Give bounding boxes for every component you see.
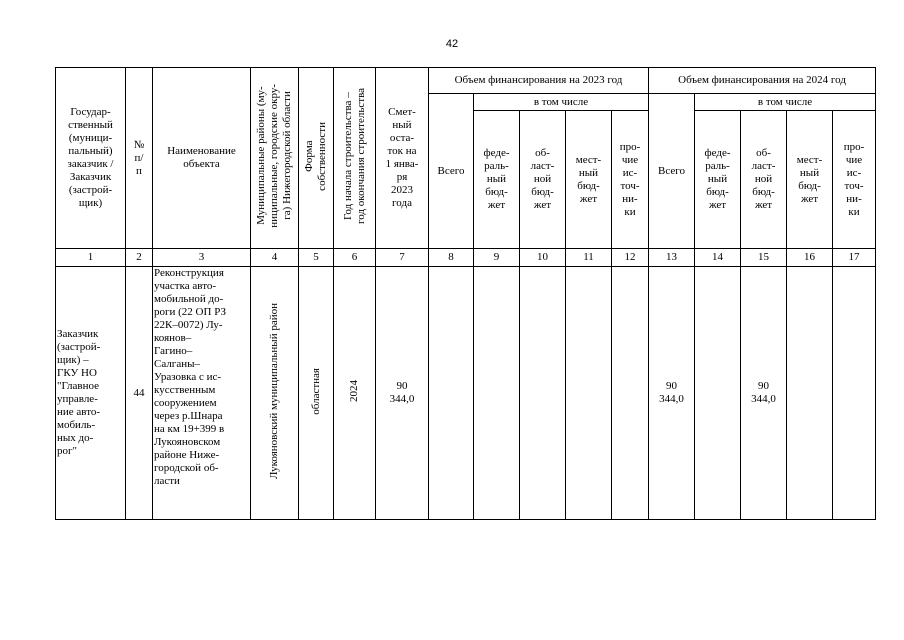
row-regional-2024: 90 344,0 [741, 267, 787, 520]
row-district: Лукояновский муниципальный район [251, 267, 299, 520]
column-number: 6 [334, 249, 376, 267]
row-federal-2024 [695, 267, 741, 520]
row-customer: Заказчик (застрой- щик) – ГКУ НО "Главное управле- ние авто- мобиль- ных до- рог" [56, 267, 126, 520]
header-funding-2023: Объем финансирования на 2023 год [429, 68, 649, 94]
header-local-2023: мест- ный бюд- жет [566, 111, 612, 249]
row-local-2024 [787, 267, 833, 520]
column-number: 1 [56, 249, 126, 267]
header-districts: Муниципальные районы (му- ниципальные, городские окру- га) Нижегородской области [251, 68, 299, 249]
row-ownership: областная [299, 267, 334, 520]
column-number: 5 [299, 249, 334, 267]
header-years: Год начала строительства – год окончания строительства [334, 68, 376, 249]
row-regional-2023 [520, 267, 566, 520]
column-number: 9 [474, 249, 520, 267]
column-number: 2 [126, 249, 153, 267]
page-number: 42 [445, 38, 459, 50]
header-customer: Государ- ственный (муници- пальный) заказчик / Заказчик (застрой- щик) [56, 68, 126, 249]
column-number: 12 [612, 249, 649, 267]
header-number: № п/ п [126, 68, 153, 249]
row-total-2024: 90 344,0 [649, 267, 695, 520]
header-other-2023: про- чие ис- точ- ни- ки [612, 111, 649, 249]
row-other-2023 [612, 267, 649, 520]
header-including-2023: в том числе [474, 94, 649, 111]
column-number: 8 [429, 249, 474, 267]
row-object-name: Реконструкция участка авто- мобильной до- роги (22 ОП РЗ 22К–0072) Лу- коянов– Гагино– Салганы– Уразовка с ис- кусственным сооружением через р.Шнара на км 19+399 в Лукояновском районе Ниже- городской об- ласти [153, 267, 251, 520]
row-other-2024 [833, 267, 876, 520]
funding-table [55, 67, 876, 520]
row-estimate-balance: 90 344,0 [376, 267, 429, 520]
header-object-name: Наименование объекта [153, 68, 251, 249]
header-federal-2024: феде- раль- ный бюд- жет [695, 111, 741, 249]
header-total-2023: Всего [429, 94, 474, 249]
row-federal-2023 [474, 267, 520, 520]
row-number: 44 [126, 267, 153, 520]
table-row [56, 267, 876, 520]
header-regional-2024: об- ласт- ной бюд- жет [741, 111, 787, 249]
row-local-2023 [566, 267, 612, 520]
column-number: 10 [520, 249, 566, 267]
column-number: 15 [741, 249, 787, 267]
row-total-2023 [429, 267, 474, 520]
header-local-2024: мест- ный бюд- жет [787, 111, 833, 249]
header-total-2024: Всего [649, 94, 695, 249]
column-number: 17 [833, 249, 876, 267]
header-including-2024: в том числе [695, 94, 876, 111]
column-numbers-row [56, 249, 876, 267]
header-federal-2023: феде- раль- ный бюд- жет [474, 111, 520, 249]
column-number: 7 [376, 249, 429, 267]
column-number: 14 [695, 249, 741, 267]
header-funding-2024: Объем финансирования на 2024 год [649, 68, 876, 94]
column-number: 11 [566, 249, 612, 267]
column-number: 16 [787, 249, 833, 267]
header-other-2024: про- чие ис- точ- ни- ки [833, 111, 876, 249]
header-estimate-balance: Смет- ный оста- ток на 1 янва- ря 2023 года [376, 68, 429, 249]
column-number: 4 [251, 249, 299, 267]
header-ownership: Форма собственности [299, 68, 334, 249]
column-number: 3 [153, 249, 251, 267]
column-number: 13 [649, 249, 695, 267]
row-years: 2024 [334, 267, 376, 520]
header-regional-2023: об- ласт- ной бюд- жет [520, 111, 566, 249]
